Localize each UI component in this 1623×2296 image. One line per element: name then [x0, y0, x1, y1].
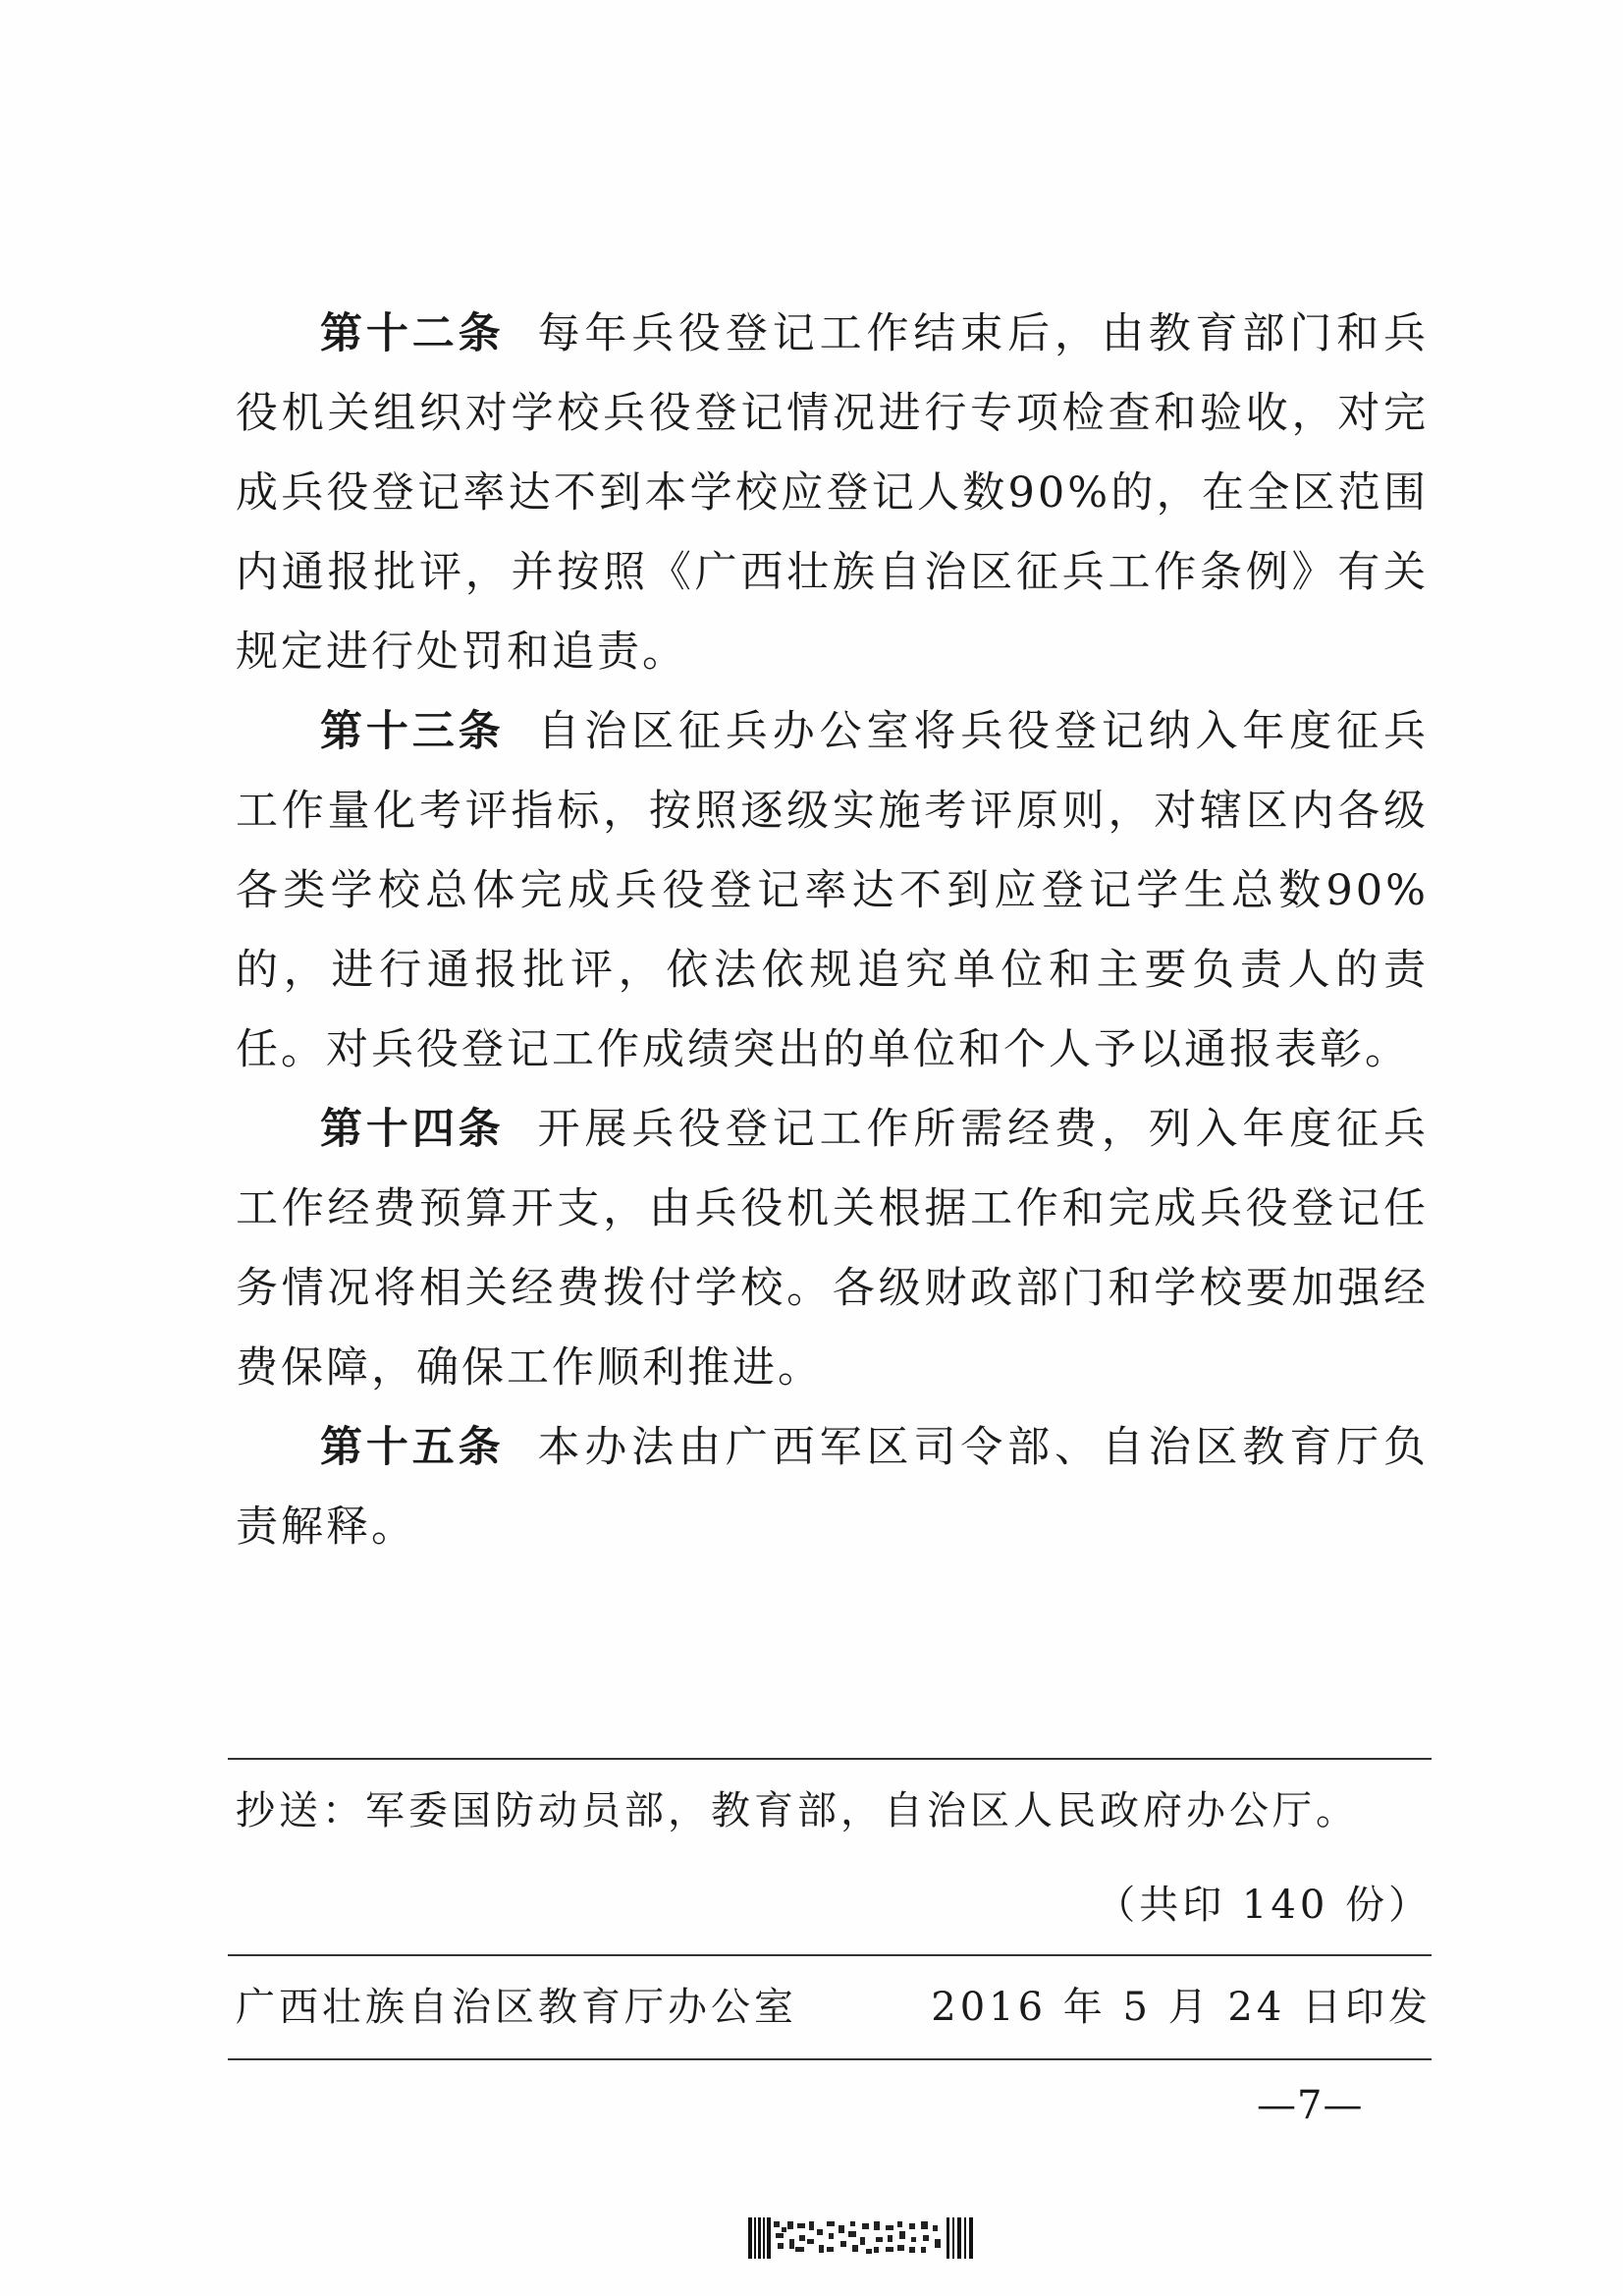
- article-text: 自治区征兵办公室将兵役登记纳入年度征兵工作量化考评指标，按照逐级实施考评原则，对辖区内各级各类学校总体完成兵役登记率达不到应登记学生总数90%的，进行通报批评，依法依规追究单位和主要负责人的责任。对兵役登记工作成绩突出的单位和个人予以通报表彰。: [236, 707, 1430, 1074]
- footer-rule-middle: [228, 1954, 1432, 1956]
- article-14: [236, 1090, 1429, 1408]
- article-heading: 第十二条: [320, 309, 505, 358]
- footer-rule-top: [228, 1758, 1432, 1760]
- article-heading: 第十三条: [320, 707, 505, 756]
- print-count: （共印 140 份）: [1096, 1883, 1432, 1928]
- article-text: 每年兵役登记工作结束后，由教育部门和兵役机关组织对学校兵役登记情况进行专项检查和验收，对完成兵役登记率达不到本学校应登记人数90%的，在全区范围内通报批评，并按照《广西壮族自治区征兵工作条例》有关规定进行处罚和追责。: [236, 309, 1430, 677]
- article-15: [236, 1408, 1429, 1567]
- issue-date: 2016 年 5 月 24 日印发: [931, 1985, 1432, 2030]
- article-text: 本办法由广西军区司令部、自治区教育厅负责解释。: [236, 1423, 1430, 1552]
- article-text: 开展兵役登记工作所需经费，列入年度征兵工作经费预算开支，由兵役机关根据工作和完成兵役登记任务情况将相关经费拨付学校。各级财政部门和学校要加强经费保障，确保工作顺利推进。: [236, 1105, 1430, 1393]
- article-heading: 第十五条: [320, 1423, 505, 1472]
- document-footer: [228, 1758, 1432, 2060]
- issuer-row: [228, 1985, 1432, 2030]
- footer-rule-bottom: [228, 2058, 1432, 2060]
- document-body: [236, 295, 1429, 1567]
- issuer-name: 广西壮族自治区教育厅办公室: [236, 1985, 797, 2030]
- article-heading: 第十四条: [320, 1105, 505, 1154]
- page-number: —7—: [1257, 2083, 1364, 2128]
- cc-recipients: 抄送：军委国防动员部，教育部，自治区人民政府办公厅。: [236, 1788, 1359, 1833]
- barcode-icon: [748, 2217, 976, 2259]
- article-13: [236, 692, 1429, 1090]
- article-12: [236, 295, 1429, 692]
